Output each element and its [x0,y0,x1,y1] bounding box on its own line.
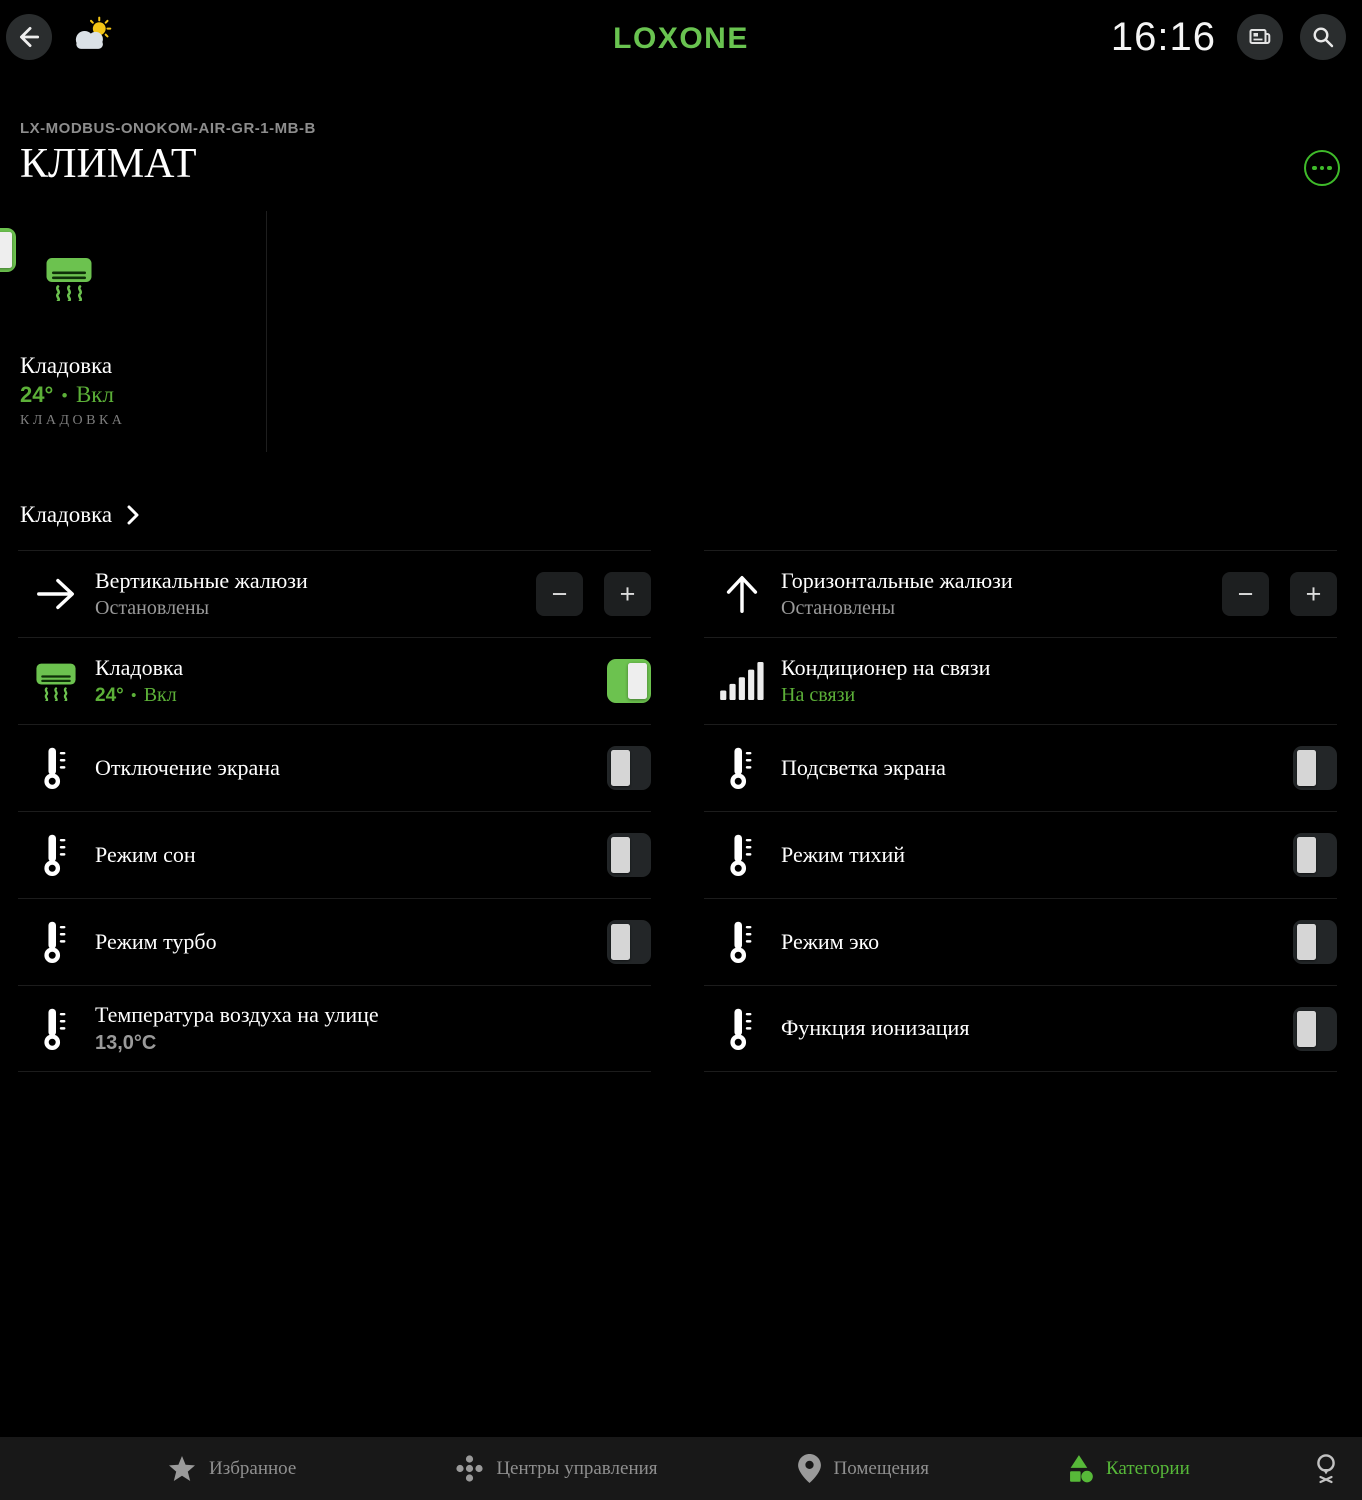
dots-grid-icon [456,1455,483,1482]
row-sleep-mode [18,811,651,898]
ac-unit-icon [33,661,79,701]
nav-label: Помещения [833,1457,929,1479]
nav-categories[interactable] [1066,1454,1190,1484]
location-pin-icon [798,1454,821,1483]
weather-icon[interactable] [69,16,113,56]
thermometer-icon [719,1007,765,1051]
control-title: Кондиционер на связи [781,654,991,680]
row-screen-backlight [704,724,1337,811]
control-title: Кладовка [95,654,184,680]
control-title: Режим эко [781,928,880,954]
controls-left-column [18,550,651,1072]
device-card-kladovka[interactable] [0,211,267,452]
search-icon [1311,25,1335,49]
control-title: Режим турбо [95,928,217,954]
nav-label: Центры управления [496,1457,658,1479]
ionization-toggle[interactable] [1293,1007,1337,1051]
row-turbo-mode [18,898,651,985]
control-status: 24° • Вкл [95,684,177,707]
control-status: Остановлены [781,597,896,620]
row-kladovka-ac [18,637,651,724]
back-arrow-icon [16,24,42,50]
device-card-grid [0,211,1362,452]
control-title: Температура воздуха на улице [95,1002,379,1028]
card-room-label: КЛАДОВКА [20,413,126,429]
control-title: Функция ионизация [781,1015,970,1041]
decrease-button[interactable]: − [1222,572,1269,616]
card-device-state: 24° • Вкл [20,382,114,408]
controls-right-column [704,550,1337,1072]
increase-button[interactable]: + [1290,572,1337,616]
row-eco-mode [704,898,1337,985]
card-device-name: Кладовка [20,353,113,379]
decrease-button[interactable]: − [536,572,583,616]
row-vertical-blinds [18,550,651,637]
nav-rooms[interactable] [798,1454,929,1483]
screen-off-toggle[interactable] [607,746,651,790]
more-options-button[interactable] [1304,150,1340,186]
eco-mode-toggle[interactable] [1293,920,1337,964]
nav-control-centers[interactable] [456,1455,657,1482]
control-title: Горизонтальные жалюзи [781,567,1013,593]
row-ac-connection [704,637,1337,724]
device-id: LX-MODBUS-ONOKOM-AIR-GR-1-MB-B [20,120,316,137]
increase-button[interactable]: + [604,572,651,616]
nav-position-button[interactable] [1314,1453,1338,1484]
row-outdoor-temperature [18,985,651,1072]
star-icon [168,1455,196,1482]
card-power-toggle[interactable] [0,228,16,272]
search-button[interactable] [1300,14,1346,60]
row-ionization [704,985,1337,1072]
thermometer-icon [719,746,765,790]
control-title: Режим сон [95,841,196,867]
chevron-right-icon [127,505,139,525]
thermometer-icon [33,746,79,790]
nav-favorites[interactable] [168,1455,296,1482]
thermometer-icon [719,833,765,877]
control-status: На связи [781,684,856,707]
loxone-logo: LOXONE [613,22,749,55]
row-screen-off [18,724,651,811]
news-button[interactable] [1237,14,1283,60]
outdoor-temperature-value: 13,0°С [95,1031,157,1054]
signal-bars-icon [719,662,765,700]
control-title: Режим тихий [781,841,906,867]
quiet-mode-toggle[interactable] [1293,833,1337,877]
control-status: Остановлены [95,597,210,620]
thermometer-icon [33,833,79,877]
arrow-right-icon [33,572,79,616]
bottom-nav [0,1437,1362,1500]
back-button[interactable] [6,14,52,60]
row-horizontal-blinds [704,550,1337,637]
newspaper-icon [1248,25,1272,49]
arrow-up-icon [719,572,765,616]
backlight-toggle[interactable] [1293,746,1337,790]
sleep-mode-toggle[interactable] [607,833,651,877]
thermometer-icon [719,920,765,964]
thermometer-icon [33,920,79,964]
clock: 16:16 [1110,14,1216,59]
position-pin-icon [1314,1453,1338,1484]
room-section-header[interactable] [0,502,1362,528]
ellipsis-icon [1312,166,1332,171]
page-title: КЛИМАТ [20,141,197,187]
thermometer-icon [33,1007,79,1051]
power-toggle[interactable] [607,659,651,703]
shapes-icon [1066,1454,1093,1484]
room-section-title: Кладовка [20,502,113,528]
control-title: Вертикальные жалюзи [95,567,308,593]
control-title: Подсветка экрана [781,754,946,780]
nav-label: Избранное [209,1457,297,1479]
ac-unit-icon [45,255,93,301]
turbo-mode-toggle[interactable] [607,920,651,964]
page-header [0,120,1362,187]
control-title: Отключение экрана [95,754,280,780]
row-quiet-mode [704,811,1337,898]
controls-area [0,550,1362,1072]
top-bar [0,0,1362,74]
nav-label: Категории [1105,1457,1190,1479]
